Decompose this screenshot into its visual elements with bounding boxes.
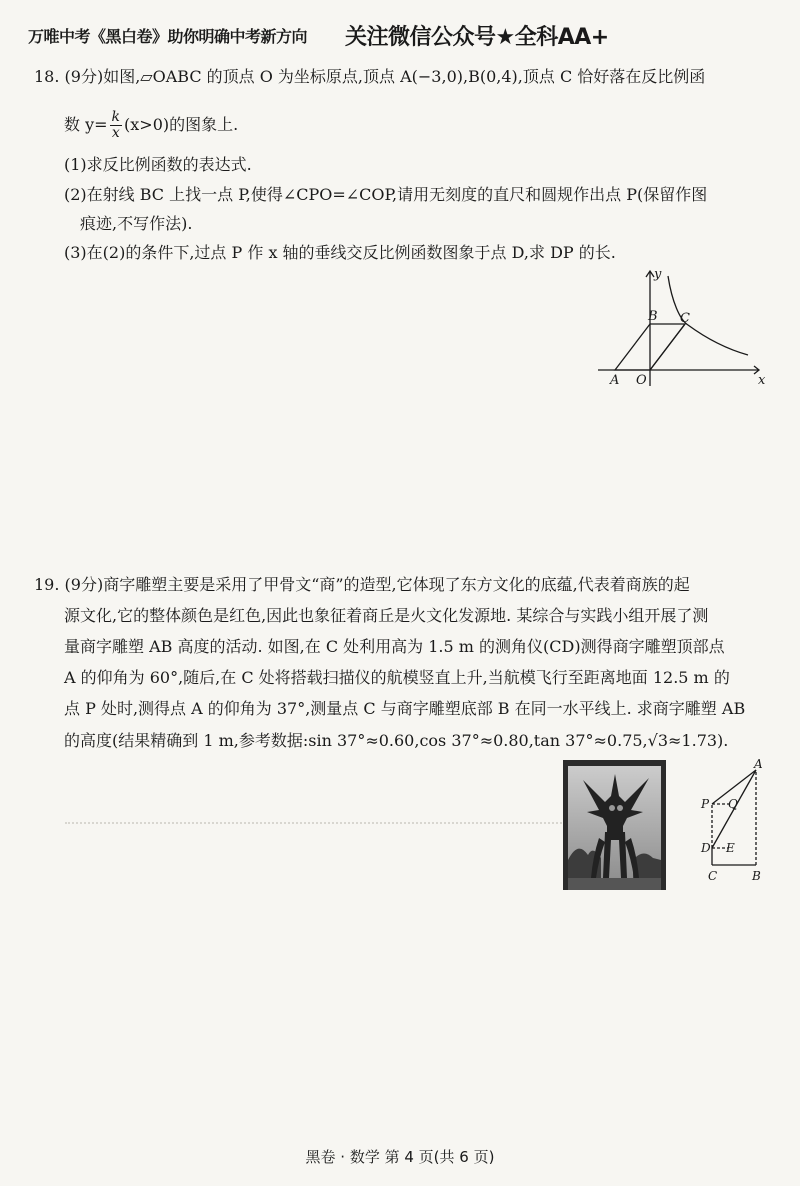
q18-func-prefix: 数 y= <box>64 115 108 134</box>
label-y: y <box>654 267 662 282</box>
q18-figure <box>598 262 770 390</box>
label-a: A <box>610 373 620 388</box>
sculpture-photo <box>563 760 666 890</box>
q19-line-5: 点 P 处时,测得点 A 的仰角为 37°,测量点 C 与商字雕塑底部 B 在同一水平线上. 求商字雕塑 AB <box>64 699 746 718</box>
q19-line-6: 的高度(结果精确到 1 m,参考数据:sin 37°≈0.60,cos 37°≈0.80,tan 37°≈0.75,√3≈1.73). <box>64 731 729 750</box>
label-c: C <box>680 311 690 326</box>
q19-line-4: A 的仰角为 60°,随后,在 C 处将搭载扫描仪的航模竖直上升,当航模飞行至距离地面 12.5 m 的 <box>64 668 730 687</box>
q19-line-2: 源文化,它的整体颜色是红色,因此也象征着商丘是火文化发源地. 某综合与实践小组开展了测 <box>64 606 709 625</box>
q18-line-3: (1)求反比例函数的表达式. <box>64 155 252 174</box>
scan-artifact <box>65 822 565 828</box>
header-right-text: 关注微信公众号★全科AA+ <box>345 25 609 50</box>
q18-line-1: 18. (9分)如图,▱OABC 的顶点 O 为坐标原点,顶点 A(−3,0),B(0,4),顶点 C 恰好落在反比例函 <box>34 67 706 86</box>
label-q: Q <box>728 797 738 811</box>
header-left-text: 万唯中考《黑白卷》助你明确中考新方向 <box>28 27 308 46</box>
label-c: C <box>708 869 718 883</box>
q18-line-5: 痕迹,不写作法). <box>80 214 193 233</box>
sculpture-image <box>563 760 666 890</box>
label-o: O <box>636 373 647 388</box>
fraction-denominator: x <box>111 125 120 141</box>
q19-line-1: 19. (9分)商字雕塑主要是采用了甲骨文“商”的造型,它体现了东方文化的底蕴,代表着商族的起 <box>34 575 690 594</box>
label-x: x <box>758 373 766 388</box>
label-d: D <box>701 841 711 855</box>
page-footer: 黑卷 · 数学 第 4 页(共 6 页) <box>305 1148 495 1166</box>
q18-func-suffix: (x>0)的图象上. <box>124 115 239 134</box>
label-b: B <box>648 309 658 324</box>
segment-oc <box>650 324 685 370</box>
label-e: E <box>726 841 735 855</box>
q18-line-2 <box>64 110 238 141</box>
label-b: B <box>752 869 761 883</box>
q18-line-4: (2)在射线 BC 上找一点 P,使得∠CPO=∠COP,请用无刻度的直尺和圆规作出点 P(保留作图 <box>64 185 708 204</box>
fraction-numerator: k <box>111 109 121 125</box>
label-a: A <box>754 758 763 771</box>
q19-line-3: 量商字雕塑 AB 高度的活动. 如图,在 C 处利用高为 1.5 m 的测角仪(CD)测得商字雕塑顶部点 <box>64 637 725 656</box>
fraction <box>110 110 122 141</box>
label-p: P <box>701 797 710 811</box>
q18-line-6: (3)在(2)的条件下,过点 P 作 x 轴的垂线交反比例函数图象于点 D,求 DP 的长. <box>64 243 616 262</box>
q19-figure <box>698 758 770 886</box>
